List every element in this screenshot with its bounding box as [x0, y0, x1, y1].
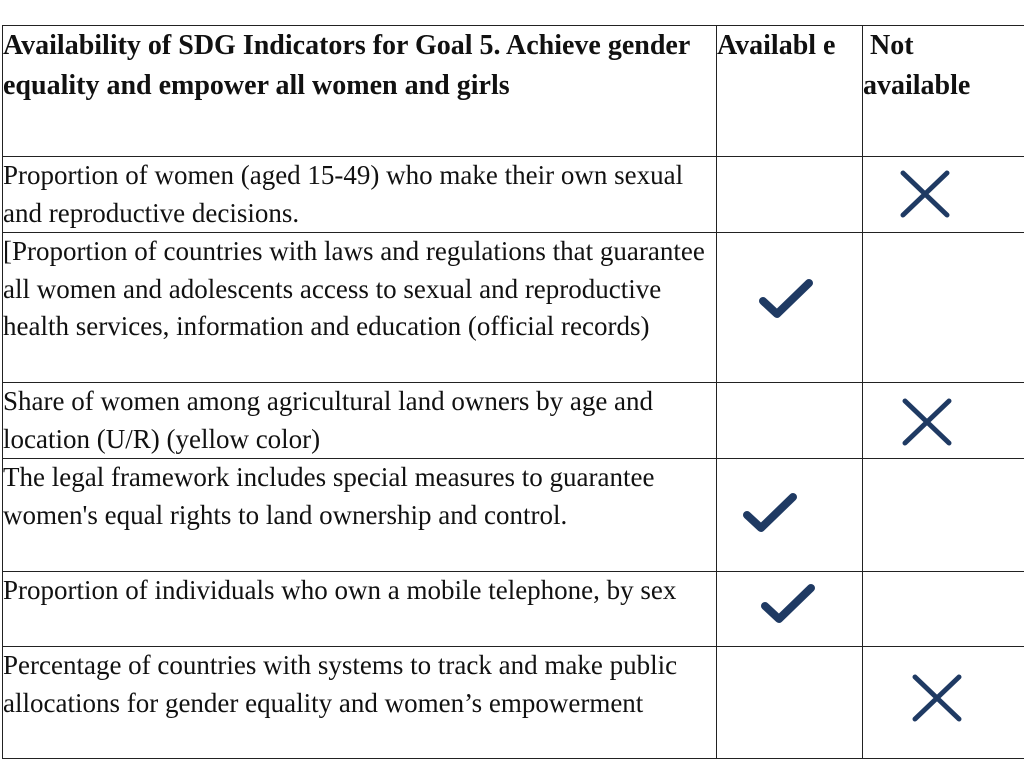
- not-available-cell: [863, 459, 1024, 572]
- header-indicator: Availability of SDG Indicators for Goal 5. Achieve gender equality and empower all women and girls: [3, 26, 717, 157]
- check-mark-icon: [741, 491, 799, 535]
- table-row: [3, 572, 1024, 647]
- indicator-cell: Percentage of countries with systems to track and make public allocations for gender equality and women’s empowerment: [3, 647, 717, 759]
- available-cell: [717, 572, 863, 647]
- check-mark-icon: [759, 582, 817, 626]
- header-not-available: [863, 26, 1024, 157]
- not-available-cell: [863, 572, 1024, 647]
- available-cell: [717, 157, 863, 233]
- header-not-available-label: Not available: [863, 30, 971, 101]
- not-available-cell: [863, 647, 1024, 759]
- table-row: [3, 383, 1024, 459]
- table-row: [3, 459, 1024, 572]
- available-cell: [717, 647, 863, 759]
- table-row: [3, 157, 1024, 233]
- indicator-cell: Proportion of women (aged 15-49) who make their own sexual and reproductive decisions.: [3, 157, 717, 233]
- not-available-cell: [863, 383, 1024, 459]
- not-available-cell: [863, 233, 1024, 383]
- available-cell: [717, 459, 863, 572]
- table-row: [3, 647, 1024, 759]
- available-cell: [717, 383, 863, 459]
- check-mark-icon: [757, 277, 815, 321]
- cross-mark-icon: [901, 397, 953, 447]
- sdg-availability-table: [2, 25, 1024, 759]
- indicator-cell: Proportion of individuals who own a mobile telephone, by sex: [3, 572, 717, 647]
- indicator-cell: [Proportion of countries with laws and regulations that guarantee all women and adolescents access to sexual and reproductive health services, information and education (official records): [3, 233, 717, 383]
- table-row: [3, 233, 1024, 383]
- available-cell: [717, 233, 863, 383]
- header-available: Availabl e: [717, 26, 863, 157]
- cross-mark-icon: [899, 169, 951, 219]
- not-available-cell: [863, 157, 1024, 233]
- indicator-cell: Share of women among agricultural land owners by age and location (U/R) (yellow color): [3, 383, 717, 459]
- header-row: [3, 26, 1024, 157]
- cross-mark-icon: [911, 673, 963, 723]
- indicator-cell: The legal framework includes special measures to guarantee women's equal rights to land ownership and control.: [3, 459, 717, 572]
